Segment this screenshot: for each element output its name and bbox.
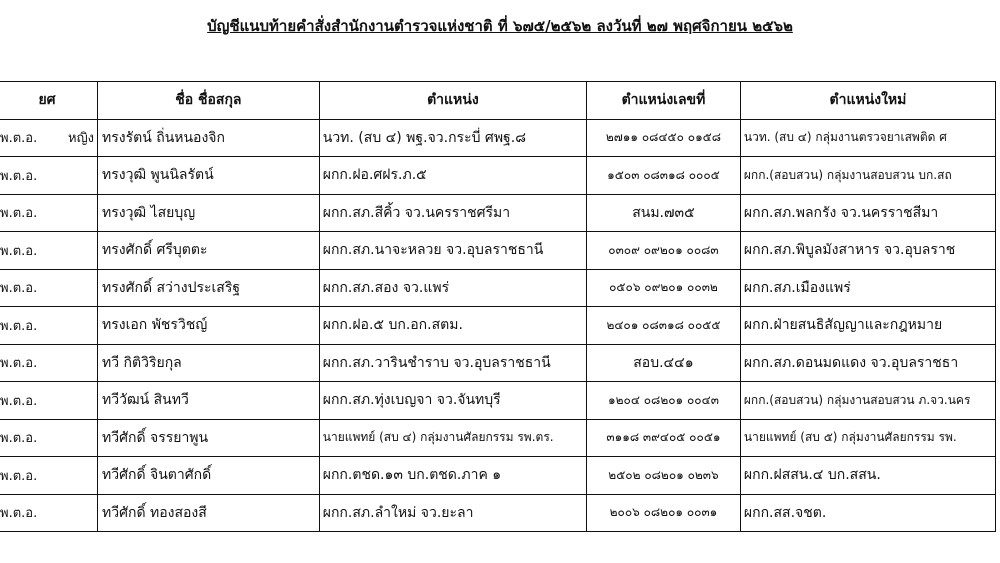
header-new-position: ตำแหน่งใหม่ [740,82,995,120]
personnel-table [0,81,996,532]
cell-position: นายแพทย์ (สบ ๔) กลุ่มงานศัลยกรรม รพ.ตร. [319,419,586,457]
table-row [0,232,996,270]
cell-name: ทรงเอก พัชรวิชญ์ [98,307,320,345]
cell-rank [0,232,98,270]
cell-name: ทวีศักดิ์ จินตาศักดิ์ [98,457,320,495]
cell-position: ผกก.สภ.ลำใหม่ จว.ยะลา [319,494,586,532]
cell-name: ทรงวุฒิ ไสยบุญ [98,194,320,232]
table-row [0,419,996,457]
rank-text: พ.ต.อ. [0,468,38,484]
cell-position-number: ๒๐๐๖ ๐๘๒๐๑ ๐๐๓๑ [587,494,741,532]
cell-rank [0,382,98,420]
cell-position: ผกก.ฝอ.ศฝร.ภ.๕ [319,157,586,195]
table-header-row [0,82,996,120]
cell-new-position: ผกก.สภ.ดอนมดแดง จว.อุบลราชธา [740,344,995,382]
rank-text: พ.ต.อ. [0,356,38,372]
cell-position-number: สนม.๗๓๕ [587,194,741,232]
cell-position-number: สอบ.๔๔๑ [587,344,741,382]
cell-rank [0,194,98,232]
cell-name: ทรงรัตน์ ถิ่นหนองจิก [98,119,320,157]
cell-position: ผกก.สภ.สอง จว.แพร่ [319,269,586,307]
rank-note: หญิง [68,131,94,147]
cell-rank [0,457,98,495]
cell-name: ทรงศักดิ์ สว่างประเสริฐ [98,269,320,307]
table-row [0,344,996,382]
cell-new-position: ผกก.สภ.พลกรัง จว.นครราชสีมา [740,194,995,232]
cell-rank [0,157,98,195]
cell-new-position: ผกก.(สอบสวน) กลุ่มงานสอบสวน ภ.จว.นคร [740,382,995,420]
cell-position-number: ๒๗๑๑ ๐๘๔๕๐ ๐๑๕๘ [587,119,741,157]
cell-position-number: ๓๑๑๘ ๓๙๔๐๕ ๐๐๕๑ [587,419,741,457]
cell-position: ผกก.ตชด.๑๓ บก.ตชด.ภาค ๑ [319,457,586,495]
table-row [0,119,996,157]
cell-position-number: ๐๓๐๙ ๐๙๒๐๑ ๐๐๘๓ [587,232,741,270]
rank-text: พ.ต.อ. [0,168,38,184]
rank-text: พ.ต.อ. [0,206,38,222]
cell-rank [0,419,98,457]
cell-name: ทวี กิติวิริยกุล [98,344,320,382]
header-position-number: ตำแหน่งเลขที่ [587,82,741,120]
header-position: ตำแหน่ง [319,82,586,120]
cell-rank [0,269,98,307]
cell-new-position: นายแพทย์ (สบ ๕) กลุ่มงานศัลยกรรม รพ. [740,419,995,457]
cell-position-number: ๐๕๐๖ ๐๙๒๐๑ ๐๐๓๒ [587,269,741,307]
table-body [0,119,996,532]
cell-position: ผกก.ฝอ.๕ บก.อก.สตม. [319,307,586,345]
table-row [0,157,996,195]
table-row [0,494,996,532]
rank-text: พ.ต.อ. [0,506,38,522]
cell-new-position: ผกก.สส.จชต. [740,494,995,532]
cell-new-position: นวท. (สบ ๔) กลุ่มงานตรวจยาเสพติด ศ [740,119,995,157]
document-title: บัญชีแนบท้ายคำสั่งสำนักงานตำรวจแห่งชาติ ที่ ๖๗๕/๒๕๖๒ ลงวันที่ ๒๗ พฤศจิกายน ๒๕๖๒ [207,17,793,35]
header-rank: ยศ [0,82,98,120]
cell-name: ทวีศักดิ์ จรรยาพูน [98,419,320,457]
cell-new-position: ผกก.สภ.เมืองแพร่ [740,269,995,307]
cell-name: ทวีศักดิ์ ทองสองสี [98,494,320,532]
table-row [0,269,996,307]
cell-position: ผกก.สภ.วารินชำราบ จว.อุบลราชธานี [319,344,586,382]
table-row [0,307,996,345]
cell-rank [0,307,98,345]
cell-new-position: ผกก.สภ.พิบูลมังสาหาร จว.อุบลราช [740,232,995,270]
rank-text: พ.ต.อ. [0,393,38,409]
cell-rank [0,494,98,532]
cell-rank [0,119,98,157]
cell-position-number: ๑๕๐๓ ๐๘๓๑๘ ๐๐๐๕ [587,157,741,195]
rank-text: พ.ต.อ. [0,318,38,334]
cell-position-number: ๑๒๐๔ ๐๘๒๐๑ ๐๐๔๓ [587,382,741,420]
rank-text: พ.ต.อ. [0,281,38,297]
table-row [0,457,996,495]
rank-text: พ.ต.อ. [0,243,38,259]
cell-rank [0,344,98,382]
cell-position: ผกก.สภ.ทุ่งเบญจา จว.จันทบุรี [319,382,586,420]
cell-new-position: ผกก.ฝสสน.๔ บก.สสน. [740,457,995,495]
rank-text: พ.ต.อ. [0,431,38,447]
cell-new-position: ผกก.(สอบสวน) กลุ่มงานสอบสวน บก.สถ [740,157,995,195]
cell-position: ผกก.สภ.สีคิ้ว จว.นครราชศรีมา [319,194,586,232]
rank-text: พ.ต.อ. [0,131,38,147]
cell-name: ทรงวุฒิ พูนนิลรัตน์ [98,157,320,195]
cell-name: ทรงศักดิ์ ศรีบุตตะ [98,232,320,270]
header-name: ชื่อ ชื่อสกุล [98,82,320,120]
cell-name: ทวีวัฒน์ สินทวี [98,382,320,420]
table-row [0,194,996,232]
cell-position: ผกก.สภ.นาจะหลวย จว.อุบลราชธานี [319,232,586,270]
cell-position-number: ๒๕๐๒ ๐๘๒๐๑ ๐๒๓๖ [587,457,741,495]
cell-new-position: ผกก.ฝ่ายสนธิสัญญาและกฎหมาย [740,307,995,345]
table-row [0,382,996,420]
cell-position: นวท. (สบ ๔) พฐ.จว.กระบี่ ศพฐ.๘ [319,119,586,157]
cell-position-number: ๒๔๐๑ ๐๘๓๑๘ ๐๐๕๕ [587,307,741,345]
